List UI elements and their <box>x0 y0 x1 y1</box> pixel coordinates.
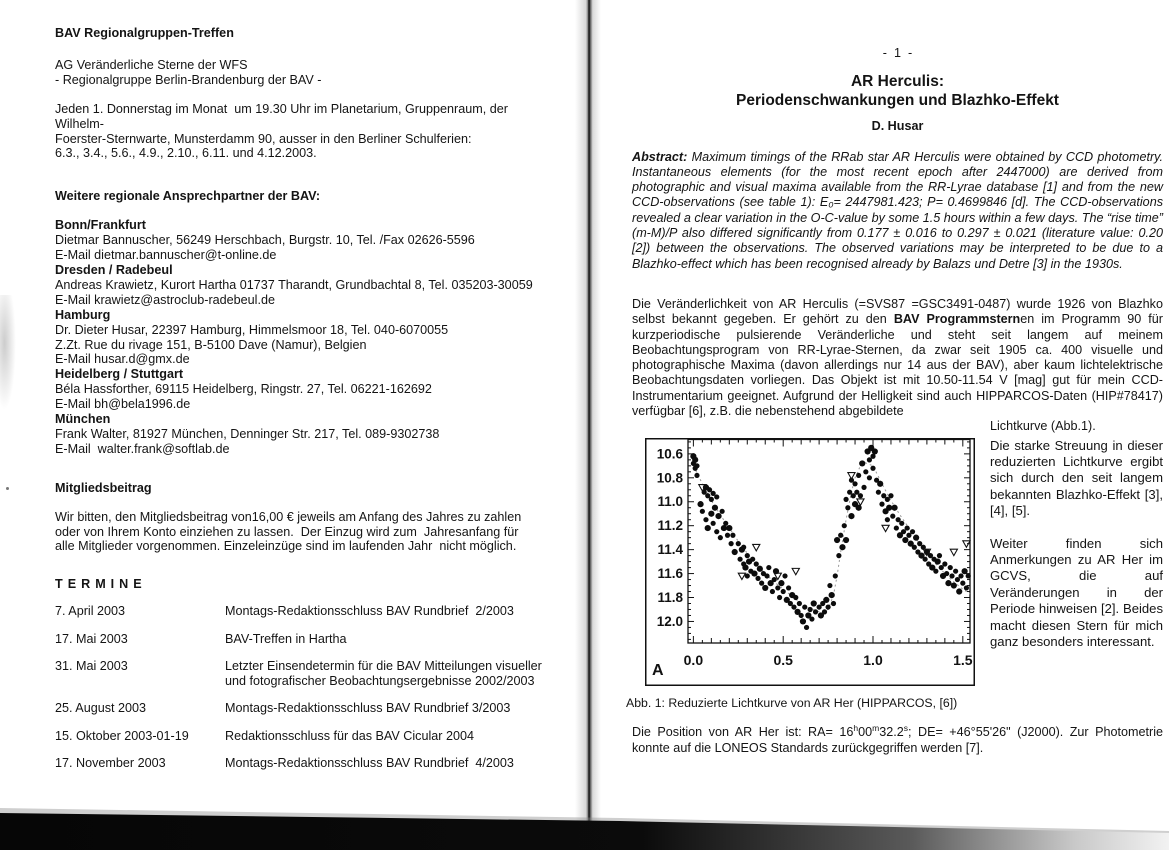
text-line: - Regionalgruppe Berlin-Brandenburg der BAV - <box>55 72 322 87</box>
termine-row <box>55 729 558 744</box>
svg-text:11.6: 11.6 <box>657 565 683 581</box>
contact-line: Béla Hassforther, 69115 Heidelberg, Ringstr. 27, Tel. 06221-162692 <box>55 382 432 397</box>
termine-list <box>55 604 558 771</box>
termine-row <box>55 701 558 716</box>
ra-minutes-sup: m <box>872 723 880 734</box>
left-page-title: BAV Regionalgruppen-Treffen <box>55 26 234 40</box>
scan-edge-smudge <box>0 295 16 410</box>
position-seg: ; DE= +46°55'26" (J2000). Zur Photometrie konnte auf die LONEOS Standards zurückgegriffen werden [7]. <box>632 725 1164 755</box>
intro-last-line: Lichtkurve (Abb.1). <box>990 419 1096 434</box>
contact-entry <box>55 367 558 412</box>
contact-city: Bonn/Frankfurt <box>55 218 146 233</box>
text-line: Jeden 1. Donnerstag im Monat um 19.30 Uhr im Planetarium, Gruppenraum, der Wilhelm- <box>55 101 512 131</box>
text-line: Foerster-Sternwarte, Munsterdamm 90, ausser in den Berliner Schulferien: <box>55 131 472 146</box>
termine-row <box>55 659 558 689</box>
intro-paragraph <box>632 297 1163 419</box>
page-number: - 1 - <box>882 46 913 60</box>
contact-city: Dresden / Radebeul <box>55 262 173 277</box>
contact-line: Dr. Dieter Husar, 22397 Hamburg, Himmelsmoor 18, Tel. 040-6070055 <box>55 322 449 337</box>
left-page <box>55 26 558 784</box>
contact-city: Heidelberg / Stuttgart <box>55 367 184 382</box>
text-line: alle Mitglieder vorgenommen. Einzeleinzüge sind im laufenden Jahr nicht möglich. <box>55 539 517 554</box>
intro-bold-seg: BAV Programmstern <box>893 312 1021 327</box>
abstract-paragraph <box>632 150 1163 272</box>
svg-text:1.5: 1.5 <box>953 651 973 668</box>
fee-heading: Mitgliedsbeitrag <box>55 480 152 495</box>
contact-city: Hamburg <box>55 307 111 322</box>
text-line: 6.3., 3.4., 5.6., 4.9., 2.10., 6.11. und 4.12.2003. <box>55 146 317 161</box>
termine-desc: Montags-Redaktionsschluss BAV Rundbrief 3/2003 <box>225 701 511 716</box>
termine-date: 31. Mai 2003 <box>55 659 128 674</box>
termine-desc-line: und fotografischer Beobachtungsergebnisse 2002/2003 <box>225 674 535 688</box>
abstract-text: Maximum timings of the RRab star AR Herculis were obtained by CCD photometry. Instantaneous elements (for the most recent epoch after 2447000) are derived from photographic and visual maxima available from the RR-Lyrae database [1] and from the new CCD-observations (see table 1): E₀= 2447981.423; P= 0.4699846 [d]. The CCD-observations revealed a clear variation in the O-C-value by some 1.5 hours within a few days. The “rise time” (m-M)/P also differed significantly from 0.177 ± 0.016 to 0.297 ± 0.021 (literature value: 0.20 [2]) between the observations. The observed variations may be interpreted to be due to a Blazhko-effect which has been recognised already by Balazs und Detre [3] in the 1930s. <box>632 149 1163 271</box>
svg-text:1.0: 1.0 <box>863 651 883 668</box>
contact-city: München <box>55 412 111 427</box>
svg-text:0.5: 0.5 <box>773 651 793 668</box>
ra-hours-sup: h <box>853 723 859 734</box>
termine-date: 17. November 2003 <box>55 756 166 771</box>
meeting-info <box>55 102 558 162</box>
termine-date: 15. Oktober 2003-01-19 <box>55 728 189 743</box>
figure-row <box>632 438 1163 690</box>
contact-email: E-Mail husar.d@gmx.de <box>55 352 190 367</box>
fee-text <box>55 510 558 555</box>
termine-date: 25. August 2003 <box>55 701 147 716</box>
termine-row <box>55 756 558 771</box>
contacts-heading: Weitere regionale Ansprechpartner der BAV: <box>55 189 321 204</box>
contact-line: Andreas Krawietz, Kurort Hartha 01737 Tharandt, Grundbachtal 8, Tel. 035203-30059 <box>55 277 533 292</box>
contact-entry <box>55 218 558 263</box>
figure-caption: Abb. 1: Reduzierte Lichtkurve von AR Her (HIPPARCOS, [6]) <box>626 695 958 710</box>
termine-desc: Montags-Redaktionsschluss BAV Rundbrief 4/2003 <box>225 756 514 771</box>
contact-entry <box>55 412 558 457</box>
text-line: oder von Ihrem Konto einziehen zu lassen. Der Einzug wird zum Jahresanfang für <box>55 524 519 539</box>
contact-line: Z.Zt. Rue du rivage 151, B-5100 Dave (Namur), Belgien <box>55 337 367 352</box>
contact-line: Frank Walter, 81927 München, Denninger Str. 217, Tel. 089-9302738 <box>55 426 440 441</box>
termine-desc: Montags-Redaktionsschluss BAV Rundbrief 2/2003 <box>225 604 514 619</box>
article-author: D. Husar <box>871 119 924 134</box>
lightcurve-chart <box>645 438 975 686</box>
contacts-list <box>55 218 558 457</box>
article-title <box>632 72 1163 110</box>
scan-edge-dot <box>6 487 9 490</box>
termine-date: 17. Mai 2003 <box>55 631 128 646</box>
termine-desc <box>225 659 558 689</box>
position-paragraph <box>632 725 1163 756</box>
svg-text:0.0: 0.0 <box>683 651 704 668</box>
termine-date: 7. April 2003 <box>55 604 126 619</box>
contact-email: E-Mail krawietz@astroclub-radebeul.de <box>55 292 275 307</box>
termine-row <box>55 632 558 647</box>
side-paragraph: Die starke Streuung in dieser reduzierten Lichtkurve ergibt sich durch den seit langem bekannten Blazhko-Effekt [3], [4], [5]. <box>990 437 1163 519</box>
termine-row <box>55 604 558 619</box>
contact-entry <box>55 263 558 308</box>
svg-text:11.8: 11.8 <box>657 589 683 605</box>
abstract-label: Abstract: <box>632 149 688 164</box>
termine-desc-line: Letzter Einsendetermin für die BAV Mitteilungen visueller <box>225 659 542 674</box>
termine-desc: BAV-Treffen in Hartha <box>225 631 347 646</box>
contact-email: E-Mail bh@bela1996.de <box>55 397 191 412</box>
svg-text:12.0: 12.0 <box>656 613 683 629</box>
svg-text:10.8: 10.8 <box>656 469 683 485</box>
article-title-line2: Periodenschwankungen und Blazhko-Effekt <box>736 92 1059 110</box>
intro-seg2: en im Programm 90 für kurzperiodische pulsierende Veränderliche und steht seit langem auf meinem Beobachtungsprogram von RR-Lyrae-Sternen, da zwar seit 1905 ca. 400 visuelle und photographische Maxima (davon allerdings nur 14 aus der BAV), aber kaum lichtelektrische Beobachtungsdaten vorliegen. Das Objekt ist mit 10.50-11.54 V [mag] gut für mein CCD-Instrumentarium geeignet. Aufgrund der Helligkeit sind auch HIPPARCOS-Daten (HIP#78417) verfügbar [6], z.B. die nebenstehend abgebildete <box>632 312 1164 419</box>
svg-text:11.0: 11.0 <box>657 493 683 509</box>
termine-desc: Redaktionsschluss für das BAV Cicular 2004 <box>225 728 474 743</box>
position-seg: Die Position von AR Her ist: RA= 16 <box>632 725 854 740</box>
ra-seconds-sup: s <box>903 723 908 734</box>
contact-email: E-Mail walter.frank@softlab.de <box>55 441 230 456</box>
termine-heading: TERMINE <box>55 577 147 592</box>
side-text-column <box>990 438 1163 651</box>
article-title-line1: AR Herculis: <box>850 73 945 91</box>
position-seg: 00 <box>858 725 873 740</box>
svg-text:11.4: 11.4 <box>657 541 683 557</box>
page-gutter-line <box>588 0 590 828</box>
left-subtitle <box>55 58 558 88</box>
contact-line: Dietmar Bannuscher, 56249 Herschbach, Burgstr. 10, Tel. /Fax 02626-5596 <box>55 233 475 248</box>
intro-seg1: Die Veränderlichkeit von AR Herculis (=SVS87 =GSC3491-0487) wurde 1926 von Blazhko selbst bekannt gegeben. Er gehört zu den <box>632 296 1163 327</box>
lightcurve-figure <box>645 438 975 690</box>
side-paragraph: Weiter finden sich Anmerkungen zu AR Her im GCVS, die auf Veränderungen in der Periode hinweisen [2]. Beides macht diesen Stern für mich ganz besonders interessant. <box>990 535 1163 650</box>
right-page <box>626 46 1164 756</box>
position-seg: 32.2 <box>879 725 904 740</box>
scan-bottom-shadow <box>0 800 1169 850</box>
contact-email: E-Mail dietmar.bannuscher@t-online.de <box>55 248 277 263</box>
text-line: Wir bitten, den Mitgliedsbeitrag von16,00 € jeweils am Anfang des Jahres zu zahlen <box>55 509 522 524</box>
svg-text:A: A <box>652 661 664 679</box>
contact-entry <box>55 308 558 368</box>
svg-text:11.2: 11.2 <box>657 517 683 533</box>
svg-text:10.6: 10.6 <box>656 446 683 462</box>
text-line: AG Veränderliche Sterne der WFS <box>55 57 248 72</box>
